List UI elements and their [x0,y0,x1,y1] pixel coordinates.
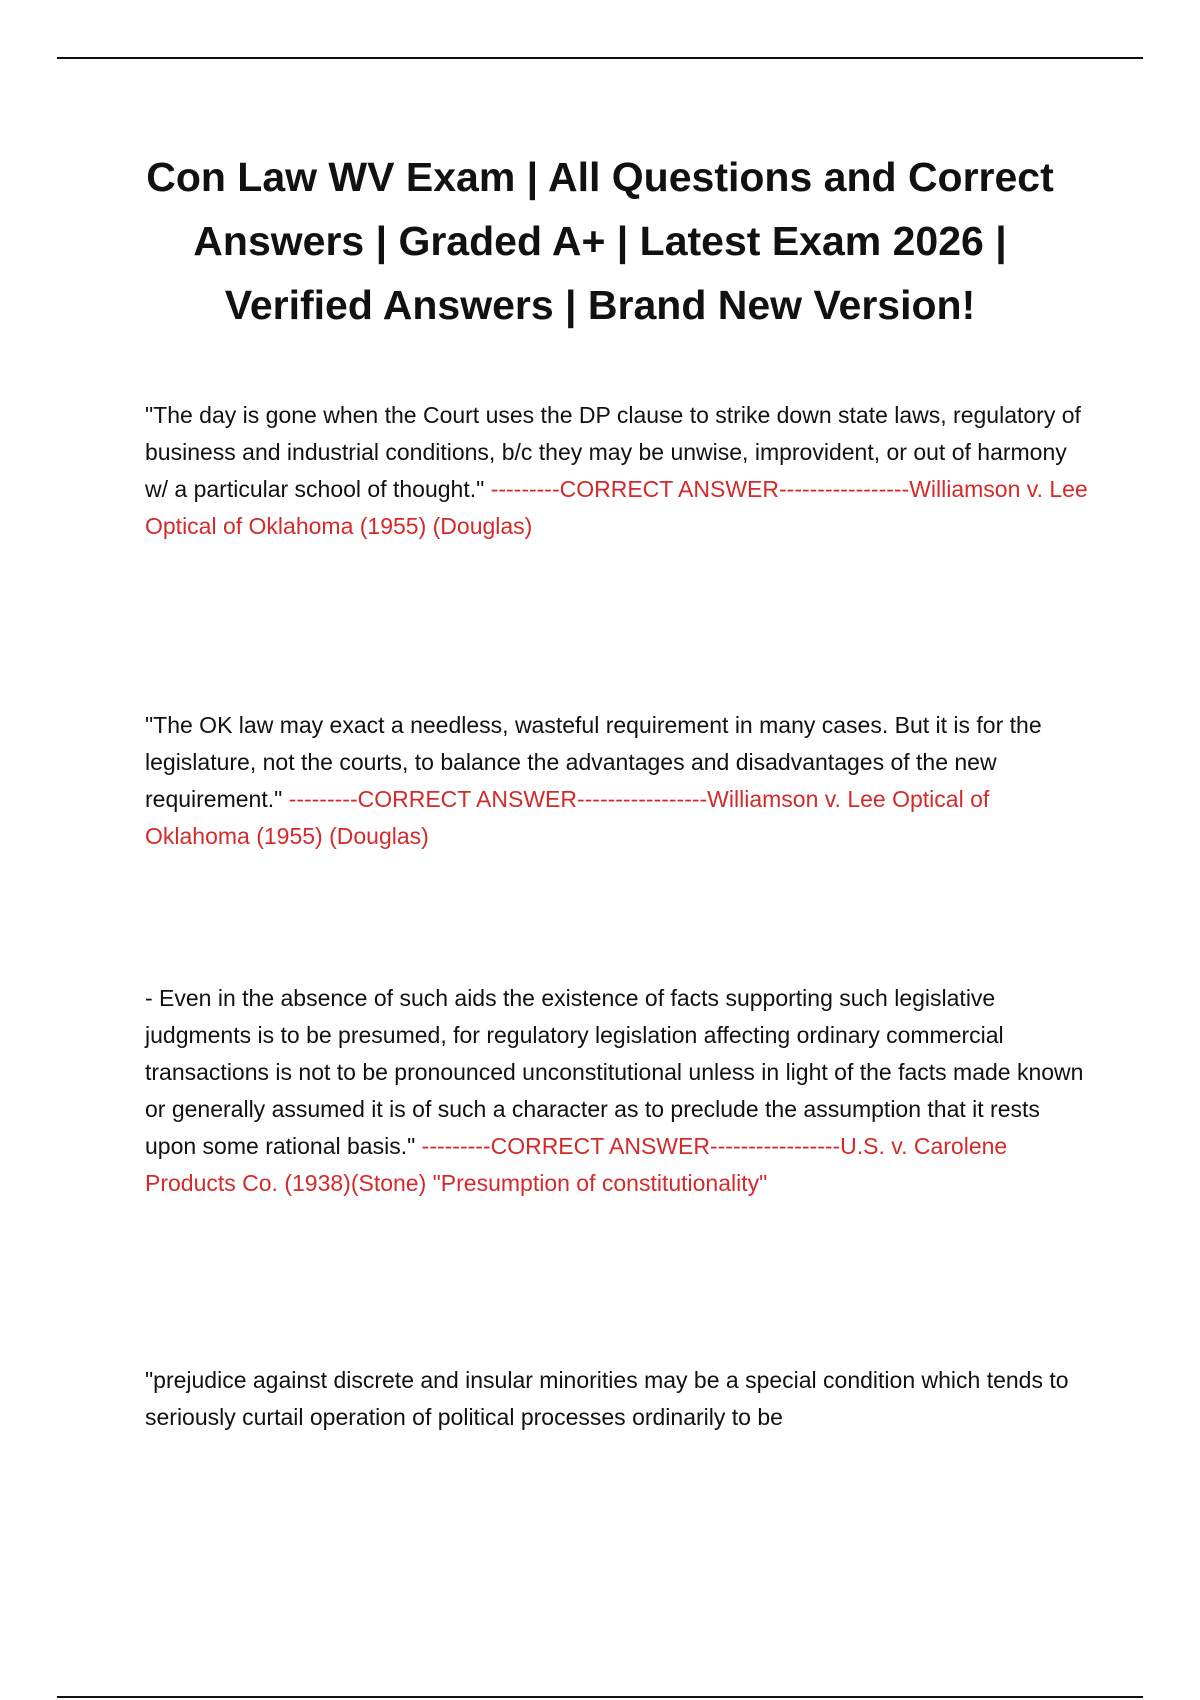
bottom-rule [57,1696,1143,1698]
answer-text: ---------CORRECT ANSWER-----------------Williamson v. Lee Optical of Oklahoma (1955) (Douglas) [145,476,1088,539]
qa-entry [145,1362,1095,1436]
answer-text: ---------CORRECT ANSWER-----------------U.S. v. Carolene Products Co. (1938)(Stone) "Presumption of constitutionality" [145,1133,1008,1196]
top-rule [57,57,1143,59]
question-text: - Even in the absence of such aids the existence of facts supporting such legislative judgments is to be presumed, for regulatory legislation affecting ordinary commercial transactions is not to be pronounced unconstitutional unless in light of the facts made known or generally assumed it is of such a character as to preclude the assumption that it rests upon some rational basis." [145,985,1084,1159]
answer-text: ---------CORRECT ANSWER-----------------Williamson v. Lee Optical of Oklahoma (1955) (Douglas) [145,786,990,849]
document-title: Con Law WV Exam | All Questions and Correct Answers | Graded A+ | Latest Exam 2026 | Verified Answers | Brand New Version! [146,154,1054,328]
question-text: "The day is gone when the Court uses the DP clause to strike down state laws, regulatory of business and industrial conditions, b/c they may be unwise, improvident, or out of harmony w/ a particular school of thought." [145,402,1081,502]
qa-entry [145,397,1095,545]
qa-entry [145,980,1095,1202]
qa-entry [145,707,1095,855]
question-text: "The OK law may exact a needless, wasteful requirement in many cases. But it is for the legislature, not the courts, to balance the advantages and disadvantages of the new requirement." [145,712,1042,812]
question-text: "prejudice against discrete and insular minorities may be a special condition which tends to seriously curtail operation of political processes ordinarily to be [145,1367,1069,1430]
